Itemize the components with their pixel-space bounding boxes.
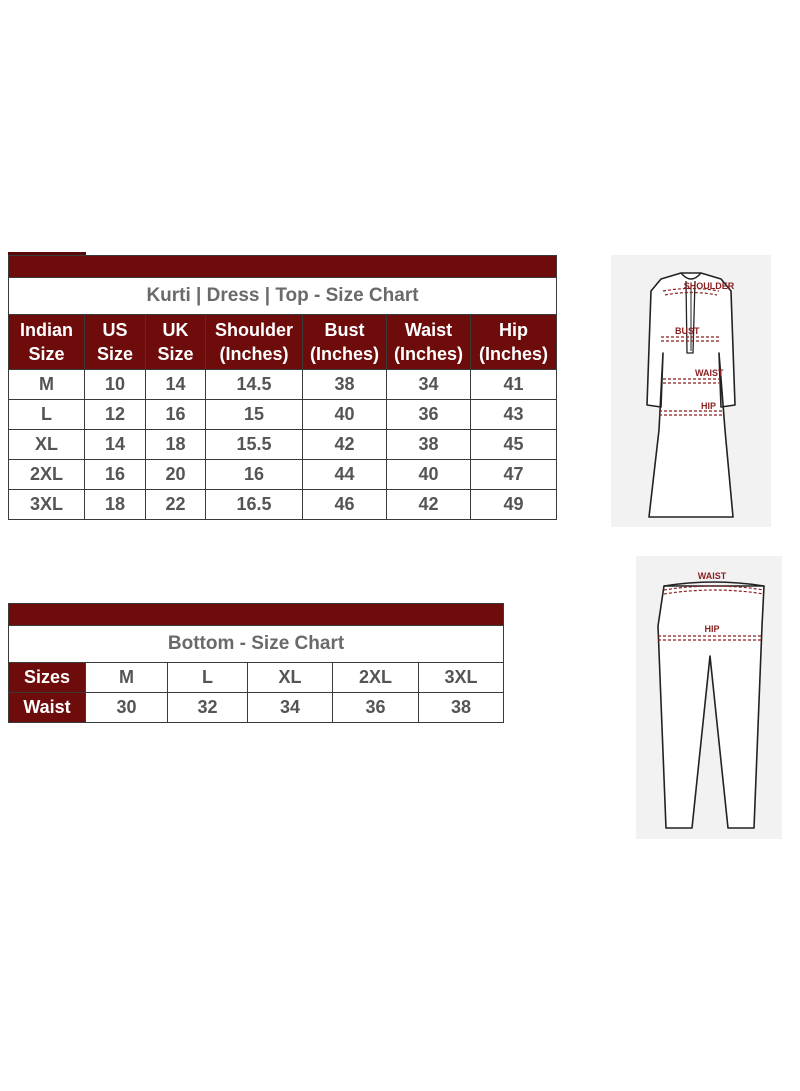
cell: 14 — [146, 370, 206, 400]
cell: XL — [248, 663, 333, 693]
cell: 43 — [471, 400, 557, 430]
cell: 18 — [85, 490, 146, 520]
cell: 34 — [387, 370, 471, 400]
header-waist: Waist (Inches) — [387, 315, 471, 370]
table-row — [9, 460, 557, 490]
cell: 3XL — [9, 490, 85, 520]
cell: L — [168, 663, 248, 693]
table-row — [9, 490, 557, 520]
cell: 22 — [146, 490, 206, 520]
cell: 38 — [387, 430, 471, 460]
table-row — [9, 370, 557, 400]
cell: M — [9, 370, 85, 400]
cell: 16 — [206, 460, 303, 490]
cell: XL — [9, 430, 85, 460]
cell: 14.5 — [206, 370, 303, 400]
cell: 49 — [471, 490, 557, 520]
cell: 30 — [86, 693, 168, 723]
cell: 3XL — [419, 663, 504, 693]
cell: 34 — [248, 693, 333, 723]
sizes-label: Sizes — [9, 663, 86, 693]
pants-outline-icon — [636, 556, 782, 839]
cell: 42 — [303, 430, 387, 460]
cell: 14 — [85, 430, 146, 460]
table-top-band — [9, 604, 504, 626]
bottom-size-chart — [8, 603, 504, 723]
header-bust: Bust (Inches) — [303, 315, 387, 370]
waist-label: WAIST — [695, 368, 724, 378]
sizes-row — [9, 663, 504, 693]
cell: 18 — [146, 430, 206, 460]
cell: 42 — [387, 490, 471, 520]
cell: 38 — [419, 693, 504, 723]
table-top-band — [9, 256, 557, 278]
hip-label: HIP — [701, 401, 717, 411]
kurti-measurement-diagram — [611, 255, 771, 527]
cell: 16 — [85, 460, 146, 490]
cell: 15.5 — [206, 430, 303, 460]
kurti-header-row — [9, 315, 557, 370]
kurti-outline-icon — [611, 255, 771, 527]
kurti-chart-title: Kurti | Dress | Top - Size Chart — [9, 278, 557, 315]
cell: 40 — [303, 400, 387, 430]
header-hip: Hip (Inches) — [471, 315, 557, 370]
cell: 2XL — [333, 663, 419, 693]
cell: 16 — [146, 400, 206, 430]
cell: L — [9, 400, 85, 430]
bottom-chart-title: Bottom - Size Chart — [9, 626, 504, 663]
cell: 36 — [333, 693, 419, 723]
cell: 16.5 — [206, 490, 303, 520]
cell: 36 — [387, 400, 471, 430]
waist-label: WAIST — [697, 571, 727, 581]
header-uk-size: UK Size — [146, 315, 206, 370]
waist-label: Waist — [9, 693, 86, 723]
cell: 44 — [303, 460, 387, 490]
table-row — [9, 430, 557, 460]
cell: 32 — [168, 693, 248, 723]
cell: 12 — [85, 400, 146, 430]
cell: 15 — [206, 400, 303, 430]
cell: 47 — [471, 460, 557, 490]
cell: 40 — [387, 460, 471, 490]
hip-label: HIP — [704, 624, 720, 634]
cell: 10 — [85, 370, 146, 400]
header-us-size: US Size — [85, 315, 146, 370]
kurti-size-chart — [8, 255, 557, 520]
header-shoulder: Shoulder (Inches) — [206, 315, 303, 370]
cell: 45 — [471, 430, 557, 460]
cell: 38 — [303, 370, 387, 400]
cell: 2XL — [9, 460, 85, 490]
table-row — [9, 400, 557, 430]
cell: 46 — [303, 490, 387, 520]
waist-row — [9, 693, 504, 723]
cell: 20 — [146, 460, 206, 490]
shoulder-label: SHOULDER — [683, 281, 735, 291]
bottom-measurement-diagram — [636, 556, 782, 839]
header-indian-size: Indian Size — [9, 315, 85, 370]
cell: M — [86, 663, 168, 693]
bust-label: BUST — [675, 326, 700, 336]
cell: 41 — [471, 370, 557, 400]
